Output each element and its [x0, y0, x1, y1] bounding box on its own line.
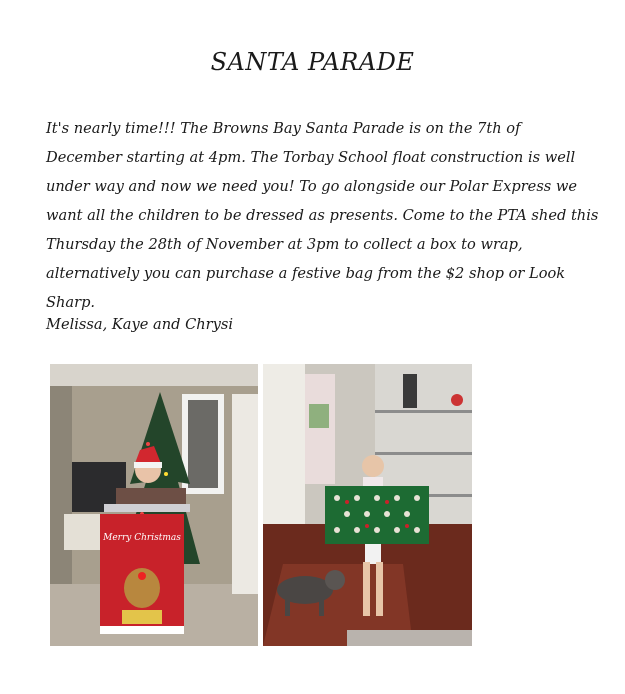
- parade-title: SANTA PARADE: [210, 48, 415, 76]
- photo-woman-christmas-bag: [50, 364, 258, 646]
- photo-girl-wrapped-present: [263, 364, 472, 646]
- signature: Melissa, Kaye and Chrysi: [46, 316, 234, 333]
- bag-merry-christmas-text: Merry Christmas: [103, 533, 181, 543]
- announcement-body: It's nearly time!!! The Browns Bay Santa Parade is on the 7th of December starting at 4pm. The Torbay School float construction is well under way and now we need you! To go alongside our Polar Express we want all the children to be dressed as presents. Come to the PTA shed this Thursday the 28th of November at 3pm to collect a box to wrap, alternatively you can purchase a festive bag from the $2 shop or Look Sharp.: [46, 120, 599, 311]
